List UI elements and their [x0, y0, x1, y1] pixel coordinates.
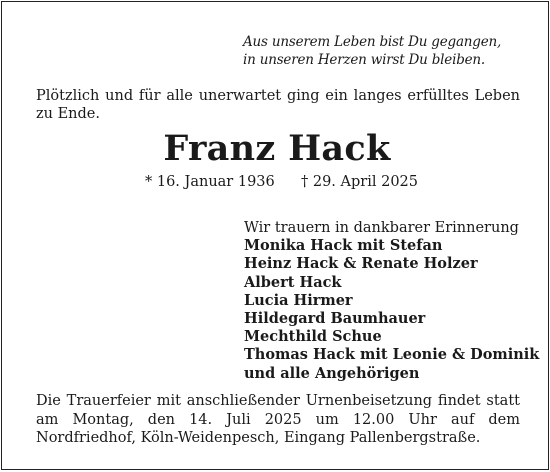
- mourner-name: Lucia Hirmer: [244, 291, 353, 309]
- quote-line-1: Aus unserem Leben bist Du gegangen,: [243, 34, 502, 50]
- deceased-name: Franz Hack: [163, 128, 391, 169]
- mourners-list: [244, 237, 539, 383]
- intro-text: Plötzlich und für alle unerwartet ging ein langes erfülltes Leben zu Ende.: [36, 88, 520, 122]
- birth-date: * 16. Januar 1936: [145, 174, 275, 190]
- mourner-name: und alle Angehörigen: [244, 364, 420, 382]
- obituary-notice: [1, 1, 549, 470]
- mourner-name: Thomas Hack mit Leonie & Dominik: [244, 346, 540, 364]
- memorial-quote: [243, 33, 501, 69]
- mourner-name: Hildegard Baumhauer: [244, 310, 426, 328]
- quote-line-2: in unseren Herzen wirst Du bleiben.: [243, 52, 486, 68]
- mourners-block: [244, 219, 539, 383]
- death-date: † 29. April 2025: [301, 174, 418, 190]
- mourner-name: Albert Hack: [244, 273, 342, 291]
- mourner-name: Monika Hack mit Stefan: [244, 237, 443, 255]
- ceremony-details: Die Trauerfeier mit anschließender Urnenbeisetzung findet statt am Montag, den 14. Juli 2025 um 12.00 Uhr auf dem Nordfriedhof, Köln-Weidenpesch, Eingang Pallenbergstraße.: [36, 393, 520, 446]
- mourners-heading: Wir trauern in dankbarer Erinnerung: [244, 220, 519, 236]
- mourner-name: Heinz Hack & Renate Holzer: [244, 255, 478, 273]
- mourner-name: Mechthild Schue: [244, 328, 382, 346]
